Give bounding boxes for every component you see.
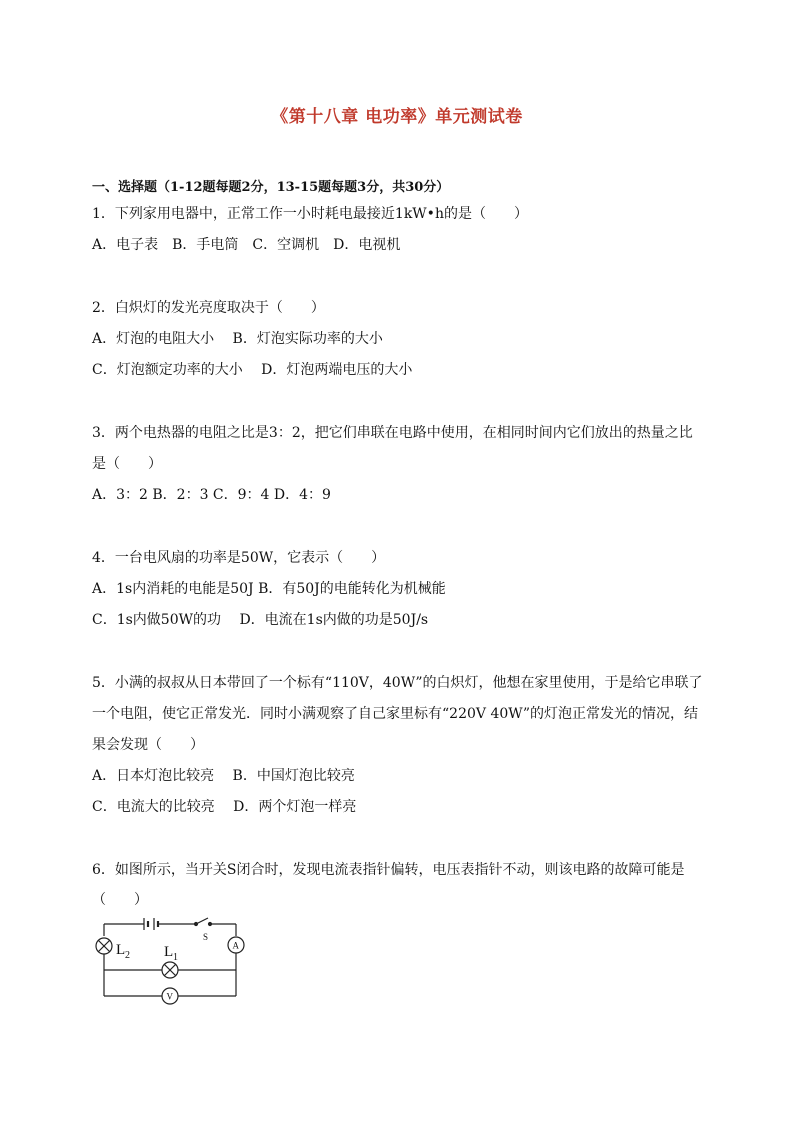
lamp-2-label: L	[116, 942, 126, 958]
question-6-stem-line-1: 6．如图所示，当开关S闭合时，发现电流表指针偏转，电压表指针不动，则该电路的故障可能是	[92, 862, 685, 878]
question-2-options-row-1: A．灯泡的电阻大小 B．灯泡实际功率的大小	[92, 331, 383, 347]
question-4-options-row-1: A．1s内消耗的电能是50J B．有50J的电能转化为机械能	[92, 581, 446, 597]
question-6-stem-line-2: （ ）	[92, 892, 148, 908]
question-3-stem-line-2: 是（ ）	[92, 456, 162, 472]
lamp-1-label: L	[164, 944, 174, 960]
question-5-options-row-1: A．日本灯泡比较亮 B．中国灯泡比较亮	[92, 768, 355, 784]
question-5-stem-line-2: 一个电阻，使它正常发光．同时小满观察了自己家里标有“220V 40W”的灯泡正常发光的情况，结	[92, 706, 699, 722]
lamp-2-icon	[96, 938, 112, 954]
lamp-1-icon	[162, 962, 178, 978]
question-1-options: A．电子表 B．手电筒 C．空调机 D．电视机	[92, 237, 401, 253]
battery-icon	[144, 918, 158, 930]
section-heading: 一、选择题（1-12题每题2分，13-15题每题3分，共30分）	[92, 180, 450, 195]
question-4-stem: 4．一台电风扇的功率是50W，它表示（ ）	[92, 550, 386, 566]
question-4-options-row-2: C．1s内做50W的功 D．电流在1s内做的功是50J/s	[92, 612, 429, 628]
question-3-stem-line-1: 3．两个电热器的电阻之比是3：2，把它们串联在电路中使用，在相同时间内它们放出的热量之比	[92, 425, 693, 441]
voltmeter-label: V	[166, 991, 173, 1002]
question-5-stem-line-1: 5．小满的叔叔从日本带回了一个标有“110V，40W”的白炽灯，他想在家里使用，于是给它串联了	[92, 675, 703, 691]
question-3-options: A．3：2 B．2：3 C．9：4 D．4：9	[92, 487, 331, 503]
question-5-options-row-2: C．电流大的比较亮 D．两个灯泡一样亮	[92, 799, 357, 815]
switch-icon	[195, 918, 212, 926]
ammeter-label: A	[232, 940, 239, 951]
switch-label: S	[203, 932, 209, 942]
question-5-stem-line-3: 果会发现（ ）	[92, 737, 204, 753]
question-2-stem: 2．白炽灯的发光亮度取决于（ ）	[92, 300, 325, 316]
lamp-2-subscript: 2	[125, 950, 130, 961]
circuit-diagram	[92, 888, 252, 1006]
question-1-stem: 1．下列家用电器中，正常工作一小时耗电最接近1kW•h的是（ ）	[92, 206, 528, 222]
page-title: 《第十八章 电功率》单元测试卷	[271, 107, 523, 127]
lamp-1-subscript: 1	[173, 952, 178, 963]
question-2-options-row-2: C．灯泡额定功率的大小 D．灯泡两端电压的大小	[92, 362, 413, 378]
